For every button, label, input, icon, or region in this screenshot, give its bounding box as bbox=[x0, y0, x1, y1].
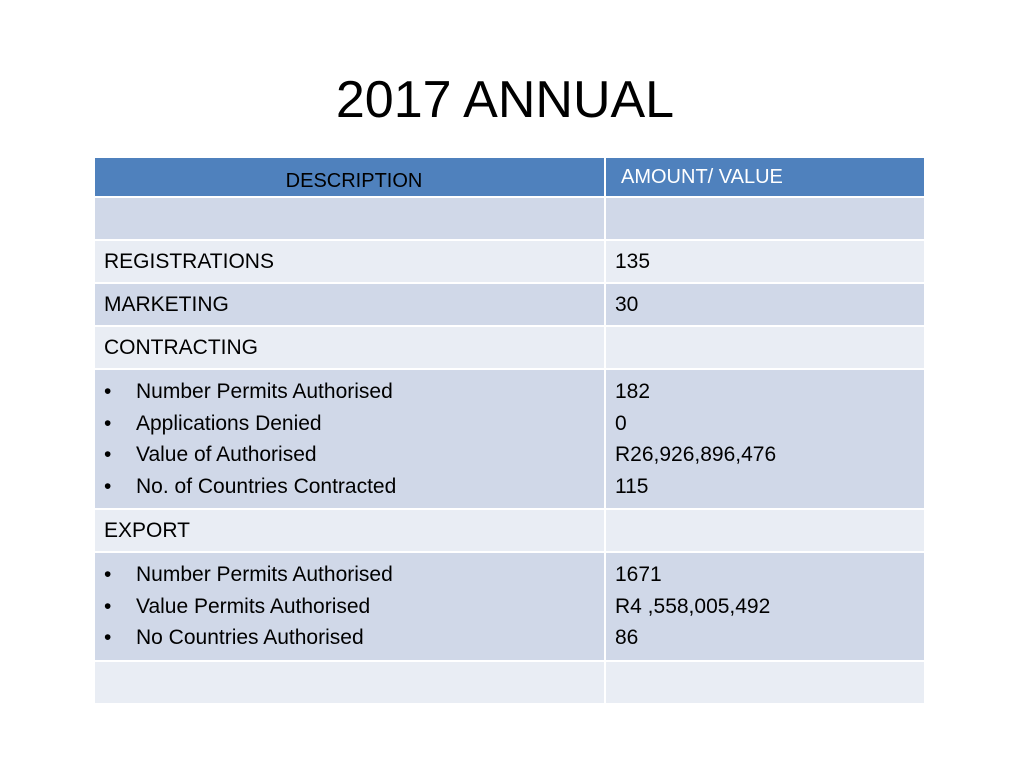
list-item-label: No. of Countries Contracted bbox=[136, 474, 397, 498]
marketing-label: MARKETING bbox=[94, 283, 605, 326]
list-item bbox=[104, 591, 604, 623]
list-item bbox=[104, 439, 604, 471]
list-item bbox=[104, 622, 604, 654]
list-item-value: 1671 bbox=[615, 563, 662, 586]
list-item-label: Value of Authorised bbox=[136, 443, 317, 466]
export-label: EXPORT bbox=[94, 509, 605, 552]
bullet-icon: • bbox=[104, 380, 112, 403]
annual-table bbox=[93, 156, 926, 705]
list-item-value: 0 bbox=[615, 411, 627, 435]
table-row-contracting-details bbox=[94, 369, 925, 509]
marketing-value: 30 bbox=[605, 283, 925, 326]
export-value bbox=[605, 509, 925, 552]
contracting-label: CONTRACTING bbox=[94, 326, 605, 369]
bullet-icon: • bbox=[104, 563, 112, 586]
list-item-value: 182 bbox=[615, 380, 651, 403]
description-header: DESCRIPTION bbox=[94, 157, 605, 197]
contracting-value bbox=[605, 326, 925, 369]
list-item-label: Number Permits Authorised bbox=[136, 380, 393, 403]
table-row-empty-bottom bbox=[94, 661, 925, 704]
registrations-value: 135 bbox=[605, 240, 925, 283]
bullet-icon: • bbox=[104, 474, 112, 498]
list-item-value: R4 ,558,005,492 bbox=[615, 594, 771, 618]
list-item-value: R26,926,896,476 bbox=[615, 443, 777, 466]
empty-cell bbox=[605, 661, 925, 704]
table-row-marketing bbox=[94, 283, 925, 326]
export-values-cell bbox=[605, 552, 925, 661]
list-item-label: Value Permits Authorised bbox=[136, 594, 371, 618]
bullet-icon: • bbox=[104, 594, 112, 618]
bullet-icon: • bbox=[104, 443, 112, 466]
slide-title: 2017 ANNUAL bbox=[335, 71, 675, 129]
list-item-label: Number Permits Authorised bbox=[136, 563, 393, 586]
empty-cell bbox=[605, 197, 925, 240]
export-list bbox=[104, 559, 604, 654]
table-row-registrations bbox=[94, 240, 925, 283]
empty-cell bbox=[94, 197, 605, 240]
table-row-export bbox=[94, 509, 925, 552]
empty-cell bbox=[94, 661, 605, 704]
contracting-items-cell bbox=[94, 369, 605, 509]
bullet-icon: • bbox=[104, 626, 112, 649]
bullet-icon: • bbox=[104, 411, 112, 435]
table-row-export-details bbox=[94, 552, 925, 661]
contracting-list bbox=[104, 376, 604, 502]
table-header-row bbox=[94, 157, 925, 197]
amount-header: AMOUNT/ VALUE bbox=[605, 157, 925, 197]
table-row-empty-top bbox=[94, 197, 925, 240]
table-row-contracting bbox=[94, 326, 925, 369]
list-item bbox=[104, 471, 604, 503]
list-item-value: 86 bbox=[615, 626, 639, 649]
contracting-values-cell bbox=[605, 369, 925, 509]
list-item bbox=[104, 559, 604, 591]
list-item-value: 115 bbox=[615, 474, 649, 498]
registrations-label: REGISTRATIONS bbox=[94, 240, 605, 283]
list-item-label: Applications Denied bbox=[136, 411, 322, 435]
list-item bbox=[104, 408, 604, 440]
export-items-cell bbox=[94, 552, 605, 661]
list-item-label: No Countries Authorised bbox=[136, 626, 364, 649]
list-item bbox=[104, 376, 604, 408]
